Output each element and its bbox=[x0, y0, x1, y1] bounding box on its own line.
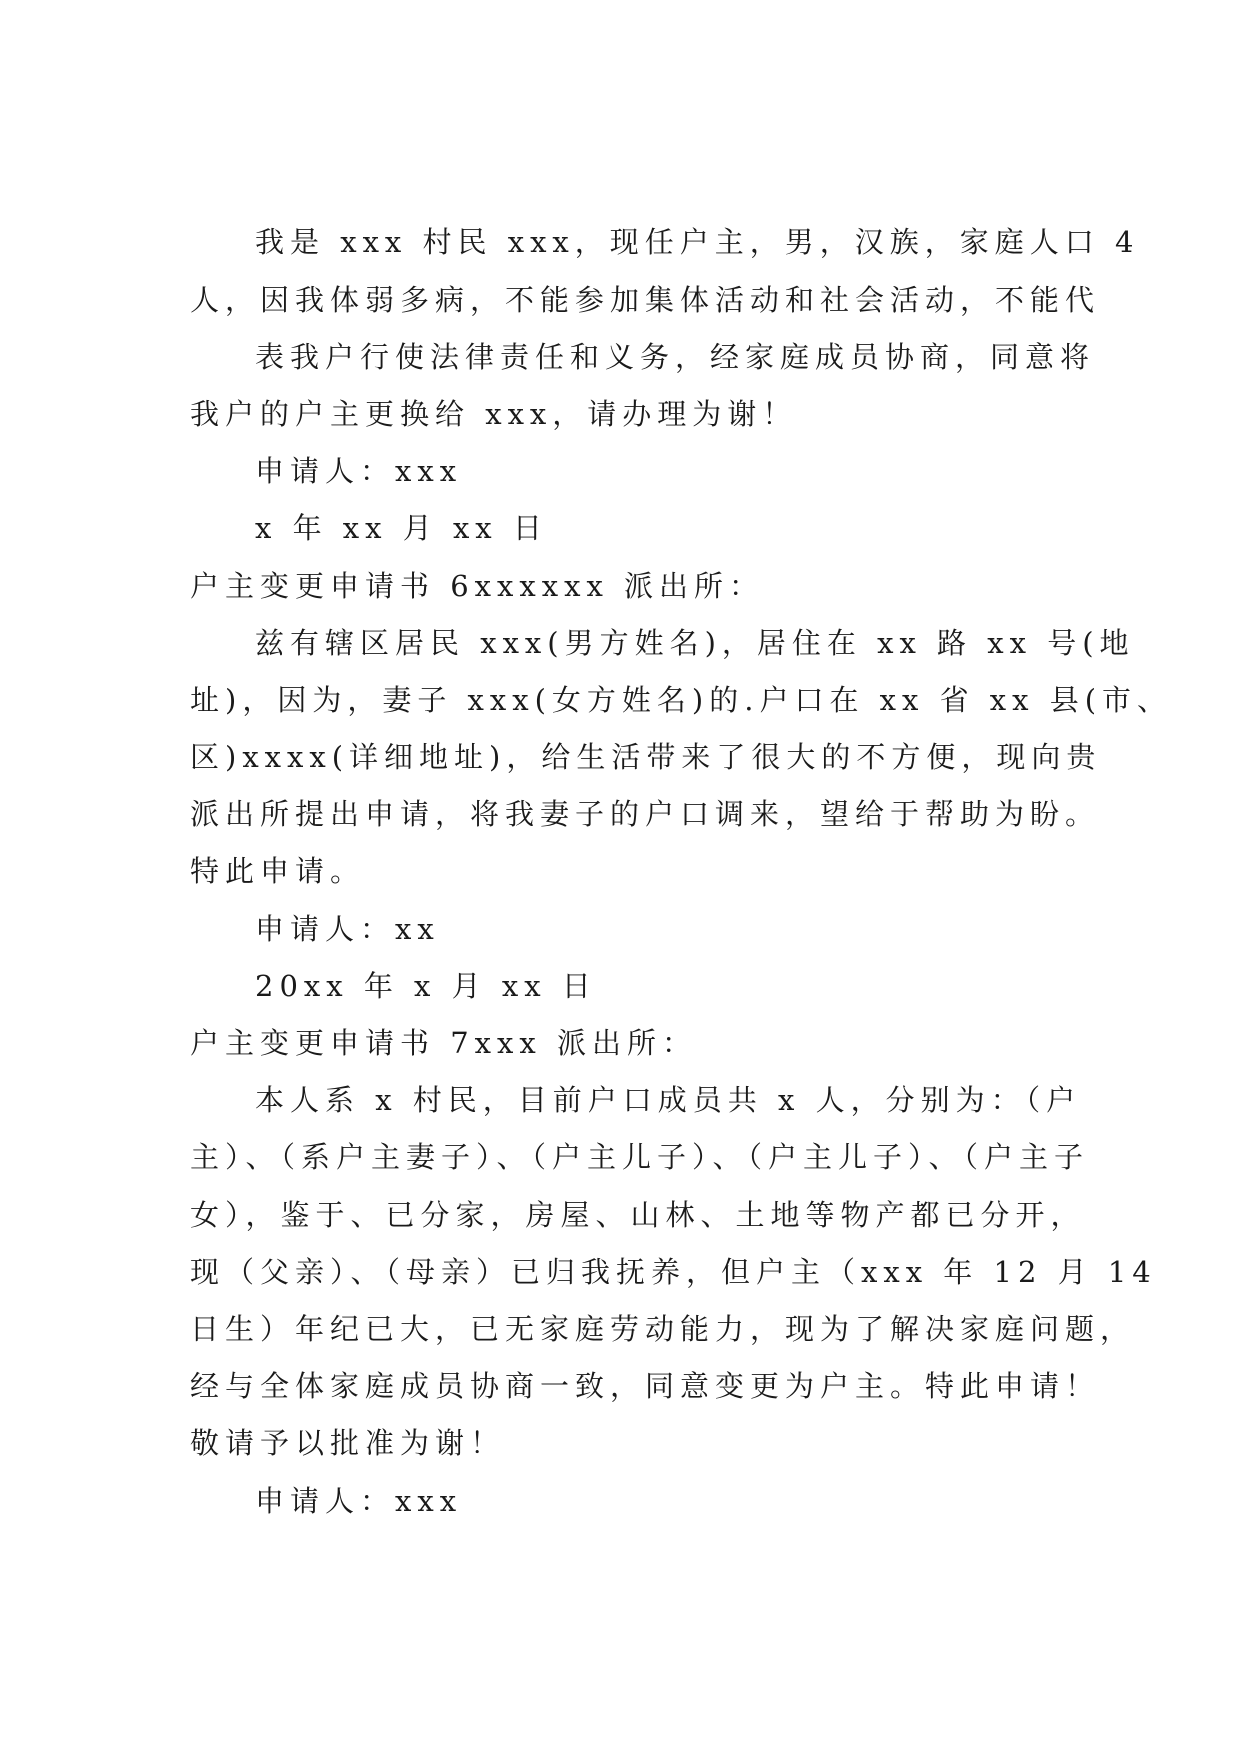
signature-line: 申请人：xxx bbox=[255, 1484, 463, 1518]
paragraph-line: 我是 xxx 村民 xxx，现任户主，男，汉族，家庭人口 4 bbox=[255, 225, 1140, 259]
date-line: x 年 xx 月 xx 日 bbox=[255, 511, 548, 545]
paragraph-line: 人，因我体弱多病，不能参加集体活动和社会活动，不能代 bbox=[190, 283, 1101, 317]
section-heading: 户主变更申请书 7xxx 派出所： bbox=[190, 1026, 697, 1060]
paragraph-line: 日生）年纪已大，已无家庭劳动能力，现为了解决家庭问题， bbox=[190, 1312, 1136, 1346]
paragraph-line: 特此申请。 bbox=[190, 854, 366, 888]
paragraph-line: 派出所提出申请，将我妻子的户口调来，望给于帮助为盼。 bbox=[190, 797, 1101, 831]
date-line: 20xx 年 x 月 xx 日 bbox=[255, 969, 597, 1003]
paragraph-line: 本人系 x 村民，目前户口成员共 x 人，分别为：（户 bbox=[255, 1083, 1082, 1117]
paragraph-line: 主）、（系户主妻子）、（户主儿子）、（户主儿子）、（户主子 bbox=[190, 1140, 1090, 1174]
paragraph-line: 女），鉴于、已分家，房屋、山林、土地等物产都已分开， bbox=[190, 1198, 1086, 1232]
paragraph-line: 表我户行使法律责任和义务，经家庭成员协商，同意将 bbox=[255, 340, 1096, 374]
section-heading: 户主变更申请书 6xxxxxx 派出所： bbox=[190, 569, 765, 603]
paragraph-line: 我户的户主更换给 xxx，请办理为谢！ bbox=[190, 397, 798, 431]
paragraph-line: 敬请予以批准为谢！ bbox=[190, 1426, 506, 1460]
paragraph-line: 兹有辖区居民 xxx(男方姓名)，居住在 xx 路 xx 号(地 bbox=[255, 626, 1135, 660]
paragraph-line: 现（父亲）、（母亲）已归我抚养，但户主（xxx 年 12 月 14 bbox=[190, 1255, 1157, 1289]
signature-line: 申请人：xx bbox=[255, 912, 440, 946]
paragraph-line: 址)，因为，妻子 xxx(女方姓名)的.户口在 xx 省 xx 县(市、 bbox=[190, 683, 1173, 717]
signature-line: 申请人：xxx bbox=[255, 454, 463, 488]
paragraph-line: 经与全体家庭成员协商一致，同意变更为户主。特此申请！ bbox=[190, 1369, 1101, 1403]
paragraph-line: 区)xxxx(详细地址)，给生活带来了很大的不方便，现向贵 bbox=[190, 740, 1102, 774]
